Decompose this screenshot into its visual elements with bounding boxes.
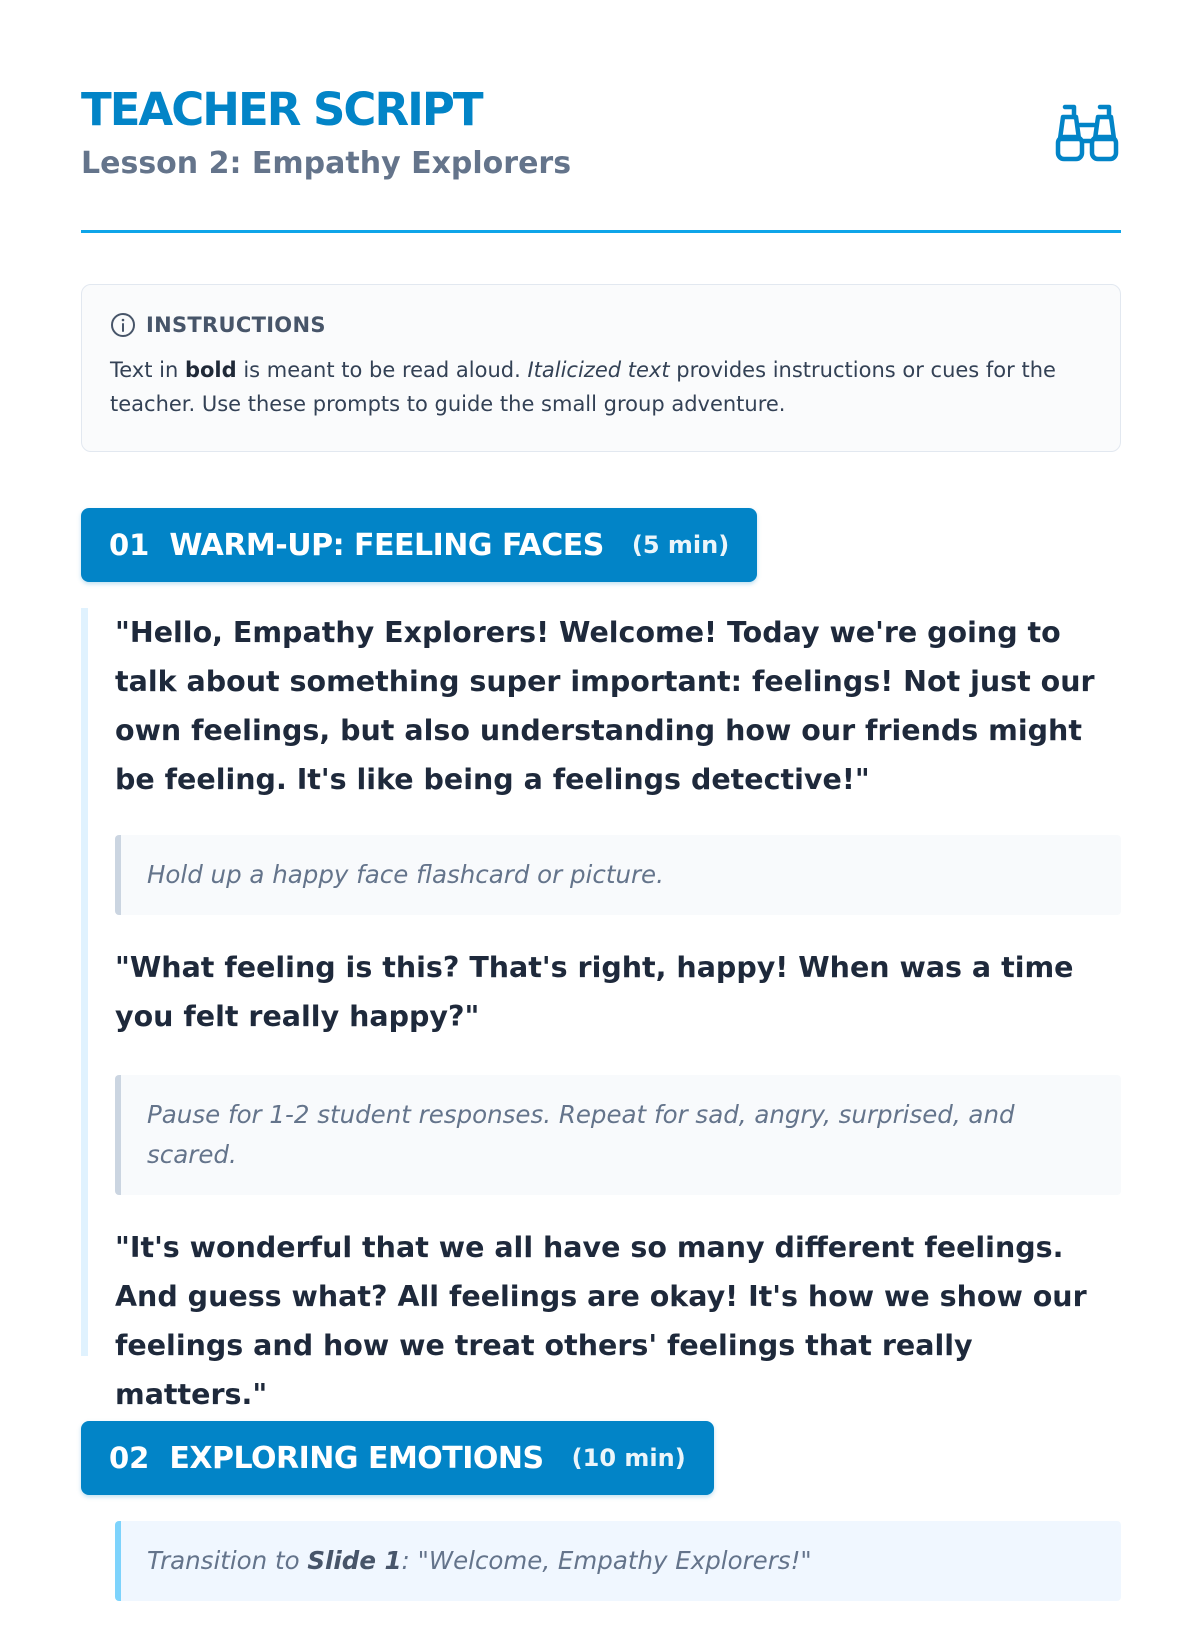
section-body-exploring-emotions <box>81 1521 1121 1641</box>
cue-text-part: : "Welcome, Empathy Explorers!" <box>401 1546 812 1575</box>
teacher-cue: Pause for 1-2 student responses. Repeat for sad, angry, surprised, and scared. <box>115 1075 1121 1195</box>
instructions-text-part: provides instructions or cues for the teacher. Use these prompts to guide the small group adventure. <box>110 358 1056 416</box>
section-header-exploring-emotions <box>81 1421 714 1495</box>
section-title: WARM-UP: FEELING FACES <box>169 527 604 563</box>
info-icon <box>110 312 136 338</box>
instructions-box <box>81 284 1121 452</box>
slide-reference: Slide 1 <box>307 1546 402 1575</box>
binoculars-icon <box>1055 103 1119 163</box>
instructions-text-part: Text in <box>110 358 185 382</box>
page-header <box>81 0 1121 233</box>
section-body-warm-up <box>81 608 1121 1411</box>
instructions-label: INSTRUCTIONS <box>146 313 326 337</box>
instructions-bold-word: bold <box>184 358 237 382</box>
page-title: TEACHER SCRIPT <box>81 83 482 136</box>
section-duration: (10 min) <box>571 1444 686 1472</box>
section-title: EXPLORING EMOTIONS <box>169 1440 544 1476</box>
section-duration: (5 min) <box>631 531 730 559</box>
instructions-text <box>110 353 1092 421</box>
read-aloud-text: "It's wonderful that we all have so many different feelings. And guess what? All feelings are okay! It's how we show our feelings and how we treat others' feelings that really matters." <box>115 1231 1087 1411</box>
instructions-italic-phrase: Italicized text <box>527 358 670 382</box>
section-number: 01 <box>109 528 150 562</box>
instructions-header <box>110 311 1092 339</box>
teacher-cue <box>115 1521 1121 1601</box>
instructions-text-part: is meant to be read aloud. <box>236 358 528 382</box>
cue-text-part: Transition to <box>147 1546 308 1575</box>
section-header-warm-up <box>81 508 757 582</box>
read-aloud-text: "What feeling is this? That's right, happy! When was a time you felt really happy?" <box>115 951 1074 1033</box>
teacher-cue: Hold up a happy face flashcard or picture. <box>115 835 1121 915</box>
section-number: 02 <box>109 1441 150 1475</box>
lesson-subtitle: Lesson 2: Empathy Explorers <box>81 146 572 181</box>
read-aloud-text: "Hello, Empathy Explorers! Welcome! Today we're going to talk about something super important: feelings! Not just our own feelings, but also understanding how our friends might be feeling. It's like being a feelings detective!" <box>115 616 1095 796</box>
teacher-script-page <box>81 0 1121 1575</box>
